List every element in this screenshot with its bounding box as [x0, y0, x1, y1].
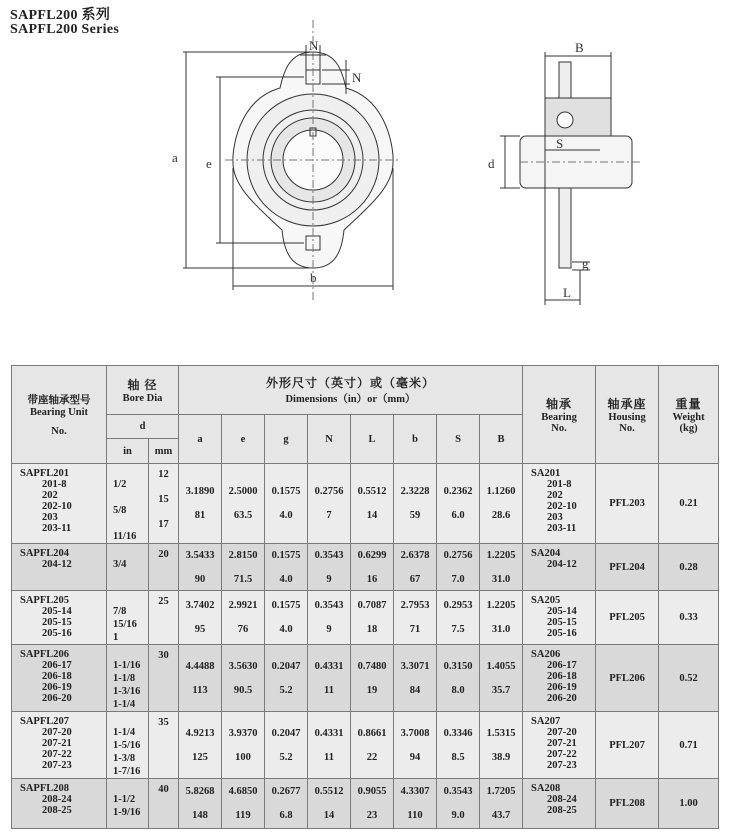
cell-bearing: SA205 205-14 205-15 205-16: [523, 591, 596, 645]
cell-weight: 0.21: [659, 464, 719, 544]
table-row: [12, 591, 719, 645]
label-B: B: [575, 40, 584, 55]
label-b: b: [310, 270, 317, 285]
cell-bore-mm: 25: [149, 591, 179, 645]
header-col-B: B: [480, 415, 523, 464]
cell-dim-N: 0.3543 9: [308, 591, 351, 645]
cell-unit: SAPFL208 208-24 208-25: [12, 779, 107, 829]
header-weight: 重量 Weight (kg): [659, 366, 719, 464]
cell-bearing: SA204 204-12: [523, 544, 596, 591]
cell-dim-e: 4.6850 119: [222, 779, 265, 829]
cell-dim-e: 2.5000 63.5: [222, 464, 265, 544]
cell-dim-B: 1.5315 38.9: [480, 712, 523, 779]
cell-dim-a: 3.5433 90: [179, 544, 222, 591]
header-bore: 轴 径 Bore Dia: [107, 366, 179, 415]
cell-bearing: SA206 206-17 206-18 206-19 206-20: [523, 645, 596, 712]
cell-bore-mm: 35: [149, 712, 179, 779]
cell-dim-N: 0.3543 9: [308, 544, 351, 591]
cell-dim-N: 0.2756 7: [308, 464, 351, 544]
cell-dim-g: 0.1575 4.0: [265, 544, 308, 591]
cell-dim-S: 0.2953 7.5: [437, 591, 480, 645]
header-col-e: e: [222, 415, 265, 464]
cell-dim-e: 3.9370 100: [222, 712, 265, 779]
label-N-top: N: [309, 38, 319, 53]
cell-bore-mm: 30: [149, 645, 179, 712]
cell-weight: 0.71: [659, 712, 719, 779]
title-english: SAPFL200 Series: [10, 22, 120, 37]
cell-dim-e: 3.5630 90.5: [222, 645, 265, 712]
header-col-N: N: [308, 415, 351, 464]
cell-dim-a: 4.4488 113: [179, 645, 222, 712]
table-row: [12, 779, 719, 829]
cell-housing: PFL208: [596, 779, 659, 829]
cell-unit: SAPFL204 204-12: [12, 544, 107, 591]
cell-housing: PFL207: [596, 712, 659, 779]
cell-dim-B: 1.4055 35.7: [480, 645, 523, 712]
cell-bore-inch: 1-1/16 1-1/8 1-3/16 1-1/4: [107, 645, 149, 712]
cell-dim-L: 0.6299 16: [351, 544, 394, 591]
cell-dim-L: 0.7087 18: [351, 591, 394, 645]
cell-dim-e: 2.9921 76: [222, 591, 265, 645]
cell-housing: PFL205: [596, 591, 659, 645]
cell-dim-a: 3.1890 81: [179, 464, 222, 544]
cell-dim-B: 1.7205 43.7: [480, 779, 523, 829]
cell-dim-b: 3.7008 94: [394, 712, 437, 779]
cell-dim-g: 0.1575 4.0: [265, 591, 308, 645]
table-row: [12, 544, 719, 591]
cell-dim-b: 2.6378 67: [394, 544, 437, 591]
header-unit: 带座轴承型号 Bearing Unit No.: [12, 366, 107, 464]
label-L: L: [563, 285, 571, 300]
header-col-S: S: [437, 415, 480, 464]
label-S: S: [556, 136, 564, 151]
header-in: in: [107, 439, 149, 464]
header-col-g: g: [265, 415, 308, 464]
technical-drawing: [0, 0, 730, 340]
cell-bore-inch: 7/8 15/16 1: [107, 591, 149, 645]
cell-bore-mm: 40: [149, 779, 179, 829]
table-row: [12, 712, 719, 779]
cell-bearing: SA208 208-24 208-25: [523, 779, 596, 829]
cell-unit: SAPFL205 205-14 205-15 205-16: [12, 591, 107, 645]
header-col-b: b: [394, 415, 437, 464]
cell-dim-S: 0.2362 6.0: [437, 464, 480, 544]
cell-dim-N: 0.4331 11: [308, 712, 351, 779]
cell-dim-N: 0.5512 14: [308, 779, 351, 829]
cell-bearing: SA207 207-20 207-21 207-22 207-23: [523, 712, 596, 779]
cell-unit: SAPFL207 207-20 207-21 207-22 207-23: [12, 712, 107, 779]
cell-dim-b: 4.3307 110: [394, 779, 437, 829]
cell-dim-S: 0.3346 8.5: [437, 712, 480, 779]
cell-dim-B: 1.1260 28.6: [480, 464, 523, 544]
cell-bore-inch: 1/2 5/8 11/16: [107, 464, 149, 544]
cell-unit: SAPFL201 201-8 202 202-10 203 203-11: [12, 464, 107, 544]
cell-dim-a: 4.9213 125: [179, 712, 222, 779]
side-bearing: [545, 98, 611, 136]
header-dimensions: 外形尺寸（英寸）或（毫米） Dimensions（in）or（mm）: [179, 366, 523, 415]
header-col-L: L: [351, 415, 394, 464]
cell-bore-inch: 1-1/2 1-9/16: [107, 779, 149, 829]
header-mm: mm: [149, 439, 179, 464]
label-N-side: N: [352, 70, 362, 85]
cell-dim-L: 0.8661 22: [351, 712, 394, 779]
cell-bearing: SA201 201-8 202 202-10 203 203-11: [523, 464, 596, 544]
cell-dim-g: 0.2677 6.8: [265, 779, 308, 829]
cell-weight: 1.00: [659, 779, 719, 829]
cell-bore-inch: 1-1/4 1-5/16 1-3/8 1-7/16: [107, 712, 149, 779]
cell-dim-a: 5.8268 148: [179, 779, 222, 829]
table-row: [12, 464, 719, 544]
cell-dim-L: 0.5512 14: [351, 464, 394, 544]
cell-dim-g: 0.2047 5.2: [265, 645, 308, 712]
spec-table: [11, 365, 719, 829]
label-a: a: [172, 150, 178, 165]
cell-housing: PFL203: [596, 464, 659, 544]
cell-dim-S: 0.2756 7.0: [437, 544, 480, 591]
cell-weight: 0.52: [659, 645, 719, 712]
cell-housing: PFL204: [596, 544, 659, 591]
cell-dim-b: 2.3228 59: [394, 464, 437, 544]
cell-dim-S: 0.3150 8.0: [437, 645, 480, 712]
header-bearing: 轴承 Bearing No.: [523, 366, 596, 464]
cell-bore-mm: 20: [149, 544, 179, 591]
cell-dim-S: 0.3543 9.0: [437, 779, 480, 829]
title-chinese: SAPFL200 系列: [10, 8, 111, 23]
cell-weight: 0.33: [659, 591, 719, 645]
label-d: d: [488, 156, 495, 171]
cell-dim-g: 0.2047 5.2: [265, 712, 308, 779]
cell-dim-B: 1.2205 31.0: [480, 544, 523, 591]
header-d: d: [107, 415, 179, 439]
label-e: e: [206, 156, 212, 171]
side-ball: [557, 112, 573, 128]
cell-dim-b: 2.7953 71: [394, 591, 437, 645]
cell-dim-L: 0.9055 23: [351, 779, 394, 829]
cell-bore-mm: 12 15 17: [149, 464, 179, 544]
cell-dim-e: 2.8150 71.5: [222, 544, 265, 591]
label-g: g: [582, 256, 589, 271]
cell-dim-N: 0.4331 11: [308, 645, 351, 712]
header-housing: 轴承座 Housing No.: [596, 366, 659, 464]
cell-dim-b: 3.3071 84: [394, 645, 437, 712]
cell-dim-g: 0.1575 4.0: [265, 464, 308, 544]
table-row: [12, 645, 719, 712]
cell-bore-inch: 3/4: [107, 544, 149, 591]
cell-unit: SAPFL206 206-17 206-18 206-19 206-20: [12, 645, 107, 712]
header-col-a: a: [179, 415, 222, 464]
cell-dim-a: 3.7402 95: [179, 591, 222, 645]
cell-dim-L: 0.7480 19: [351, 645, 394, 712]
cell-housing: PFL206: [596, 645, 659, 712]
cell-weight: 0.28: [659, 544, 719, 591]
cell-dim-B: 1.2205 31.0: [480, 591, 523, 645]
